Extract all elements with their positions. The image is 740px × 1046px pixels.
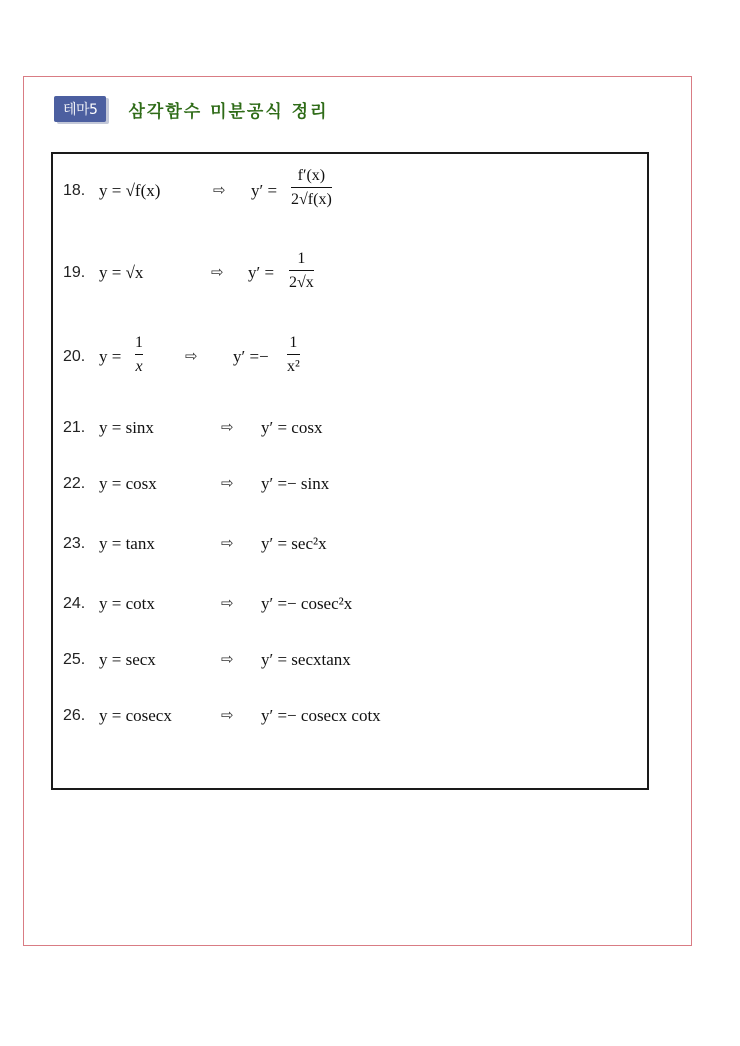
fraction-numerator: 1 [297, 250, 306, 267]
formula-row-20 [53, 336, 647, 376]
arrow-icon: ⇨ [211, 263, 224, 281]
arrow-icon: ⇨ [221, 706, 234, 724]
formula-row-19 [53, 252, 647, 292]
fraction-numerator: 1 [289, 334, 298, 351]
arrow-icon: ⇨ [185, 347, 198, 365]
fraction-numerator: f′(x) [297, 167, 326, 184]
formula-rhs: y′ =− cosec²x [261, 594, 353, 613]
fraction-bar [289, 270, 314, 271]
formula-number: 18. [63, 182, 86, 199]
formula-rhs: y′ = cosx [261, 418, 323, 437]
formula-number: 20. [63, 348, 86, 365]
formula-row-21 [53, 409, 647, 449]
formula-lhs: y = cosecx [99, 706, 172, 725]
formula-row-23 [53, 525, 647, 565]
formula-fraction [135, 333, 143, 376]
formula-number: 26. [63, 707, 86, 724]
formula-lhs: y = secx [99, 650, 156, 669]
formula-row-22 [53, 465, 647, 505]
arrow-icon: ⇨ [221, 474, 234, 492]
formula-rhs: y′ = sec²x [261, 534, 327, 553]
formula-lhs-prefix: y = [99, 347, 122, 366]
formula-number: 24. [63, 595, 86, 612]
formula-rhs-prefix: y′ =− [233, 347, 269, 366]
fraction-denominator: 2√f(x) [291, 191, 332, 208]
page-title: 삼각함수 미분공식 정리 [128, 101, 329, 122]
formula-lhs: y = cosx [99, 474, 157, 493]
formula-lhs: y = cotx [99, 594, 155, 613]
formula-rhs-prefix: y′ = [251, 181, 278, 200]
arrow-icon: ⇨ [221, 418, 234, 436]
fraction-denominator: x² [287, 358, 300, 375]
arrow-icon: ⇨ [221, 534, 234, 552]
formula-number: 21. [63, 419, 86, 436]
theme-badge: 테마5 [54, 96, 106, 122]
formula-row-18 [53, 168, 647, 208]
formula-rhs-prefix: y′ = [248, 263, 275, 282]
formula-fraction [287, 333, 300, 376]
formula-rhs: y′ =− cosecx cotx [261, 706, 381, 725]
section-header [54, 95, 329, 123]
formula-number: 25. [63, 651, 86, 668]
arrow-icon: ⇨ [213, 181, 226, 199]
fraction-bar [135, 354, 143, 355]
formula-number: 22. [63, 475, 86, 492]
fraction-bar [287, 354, 300, 355]
formula-rhs: y′ = secxtanx [261, 650, 351, 669]
formula-box [51, 152, 649, 790]
fraction-bar [291, 187, 332, 188]
formula-row-24 [53, 585, 647, 625]
formula-number: 23. [63, 535, 86, 552]
arrow-icon: ⇨ [221, 650, 234, 668]
formula-lhs: y = √f(x) [99, 181, 161, 200]
formula-fraction [291, 166, 332, 209]
formula-lhs: y = tanx [99, 534, 155, 553]
formula-fraction [289, 249, 314, 292]
formula-lhs: y = sinx [99, 418, 154, 437]
formula-rhs: y′ =− sinx [261, 474, 330, 493]
fraction-numerator: 1 [135, 334, 143, 351]
fraction-denominator: x [135, 358, 143, 375]
formula-lhs: y = √x [99, 263, 144, 282]
formula-number: 19. [63, 264, 86, 281]
arrow-icon: ⇨ [221, 594, 234, 612]
fraction-denominator: 2√x [289, 274, 314, 291]
formula-row-26 [53, 697, 647, 737]
formula-row-25 [53, 641, 647, 681]
